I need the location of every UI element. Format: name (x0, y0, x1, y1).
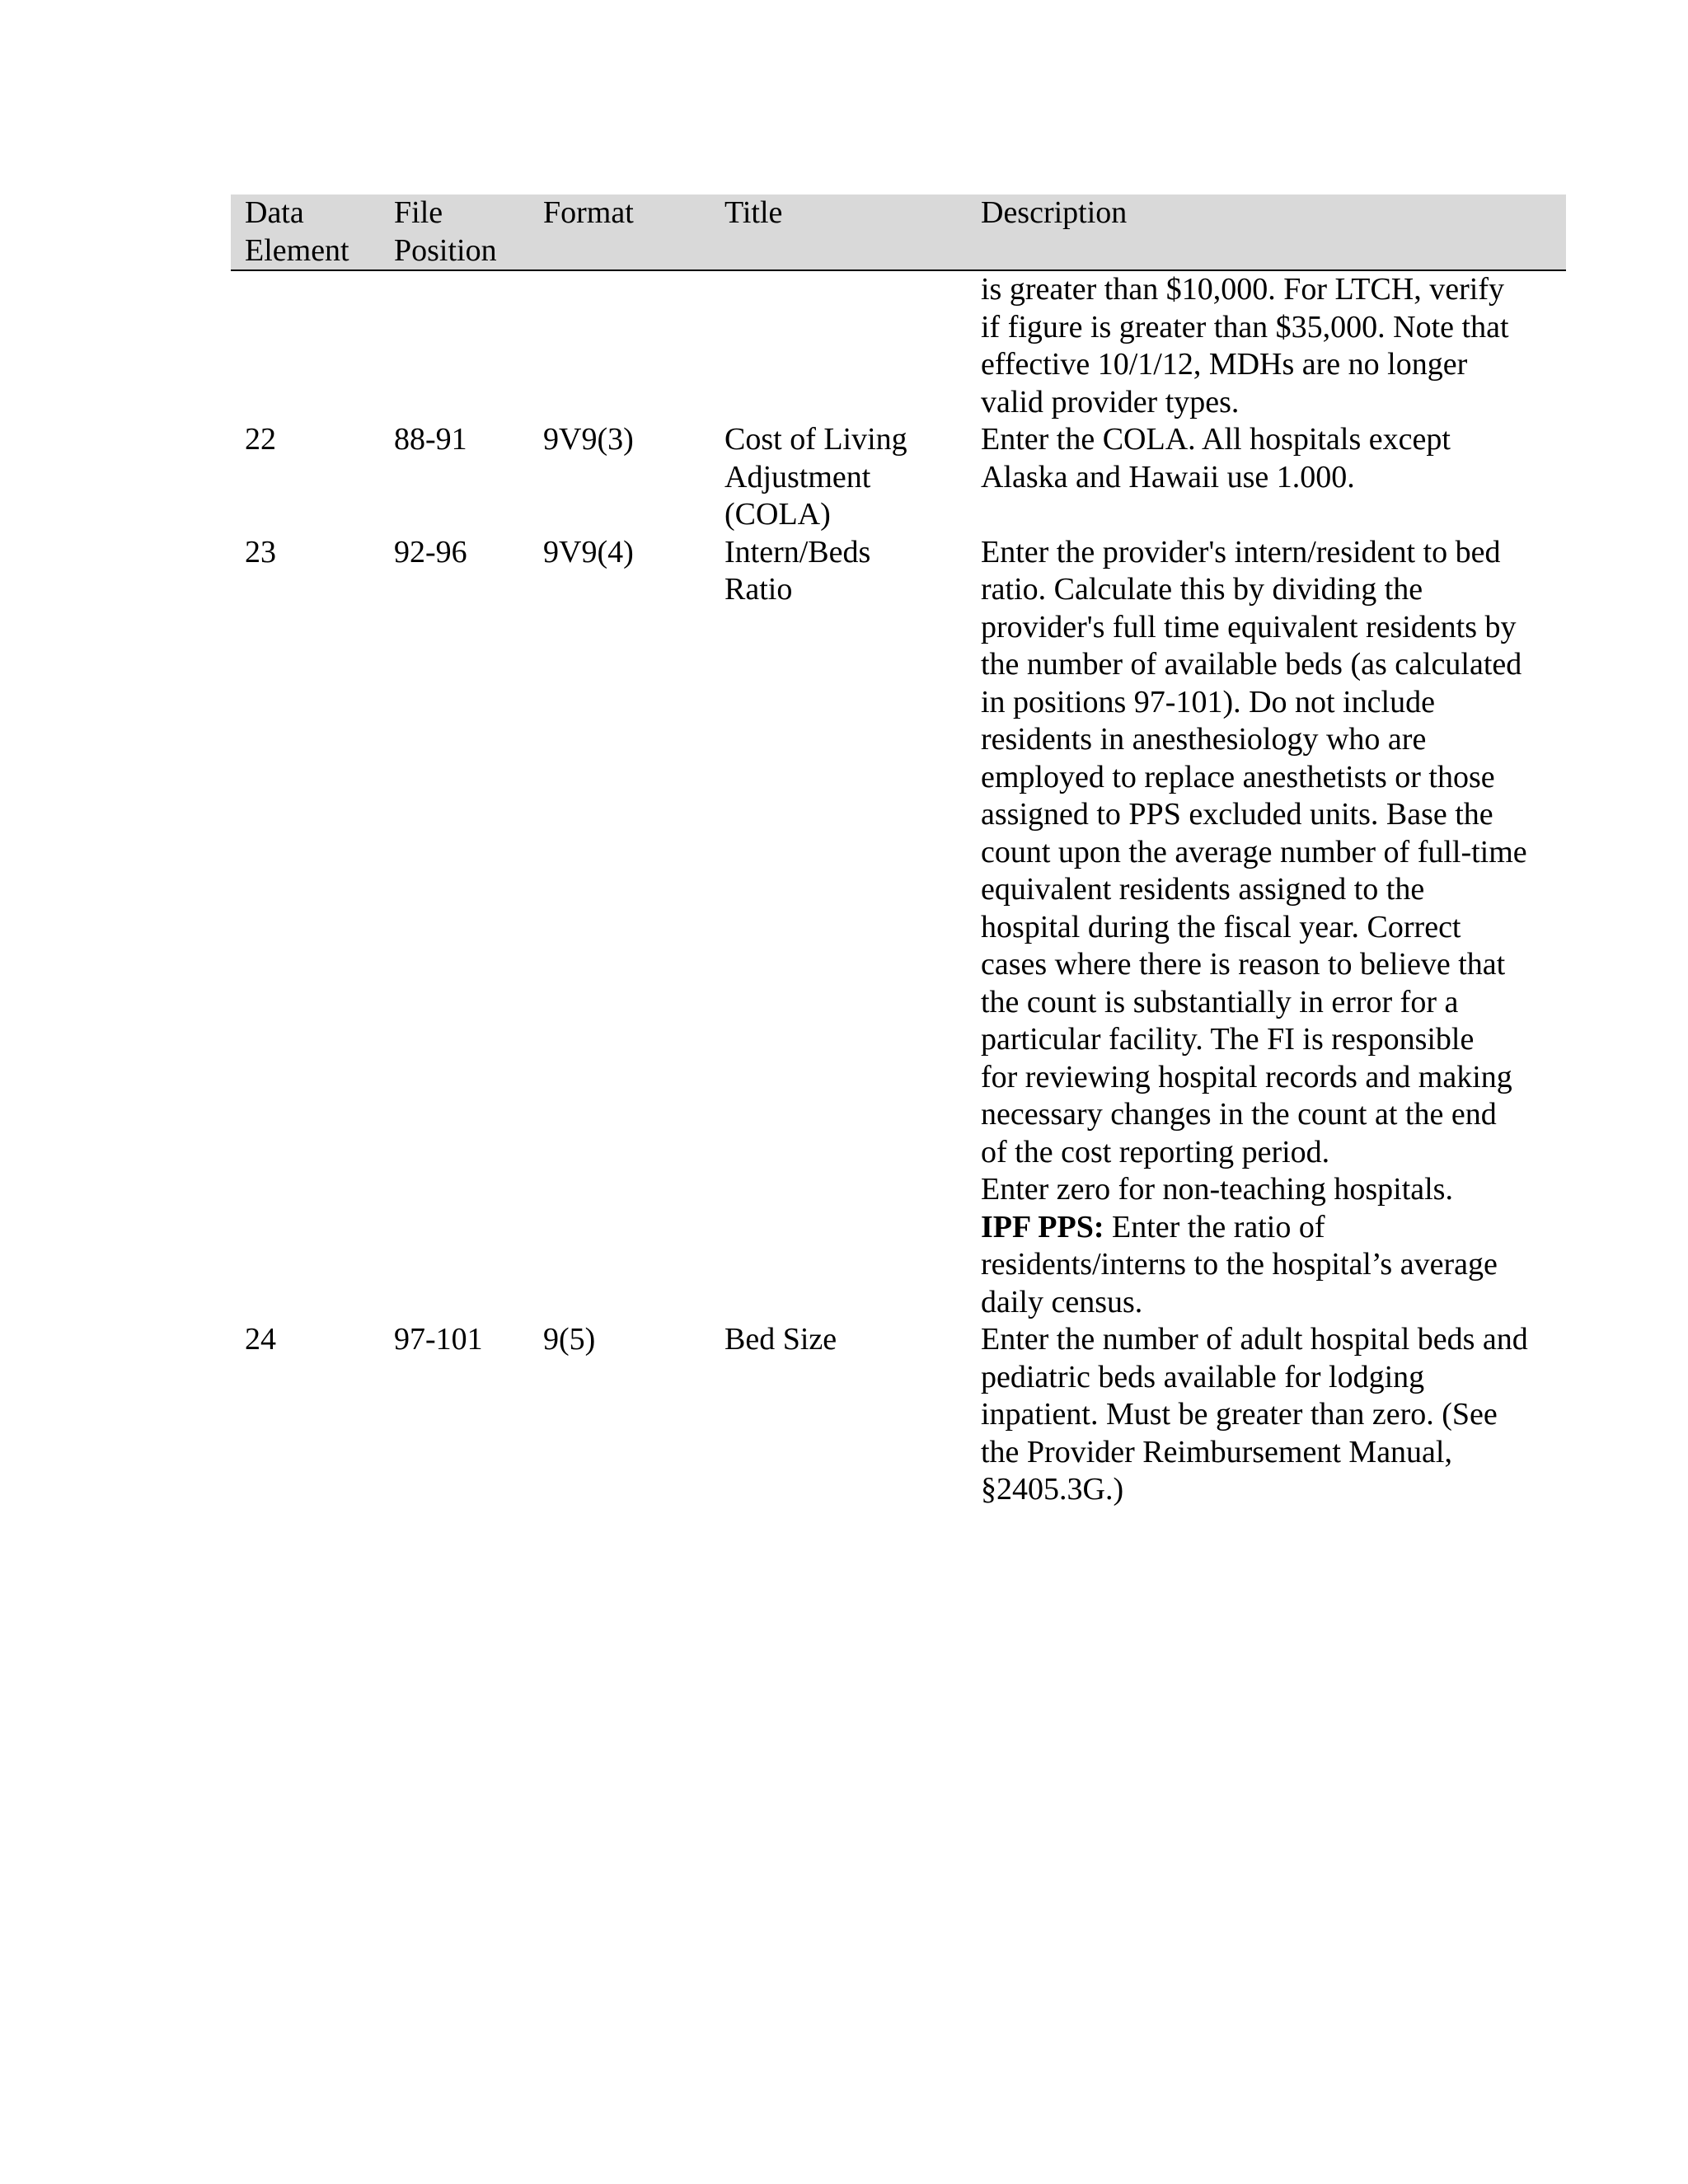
ipf-pps-line (981, 1209, 1566, 1247)
cell-element: 24 (245, 1322, 276, 1357)
description-line: Enter the COLA. All hospitals except (981, 422, 1451, 457)
description-line: pediatric beds available for lodging (981, 1359, 1425, 1394)
description-line: inpatient. Must be greater than zero. (See (981, 1397, 1498, 1432)
description-line: daily census. (981, 1284, 1143, 1319)
description-line: of the cost reporting period. (981, 1134, 1330, 1169)
description-line: residents in anesthesiology who are (981, 722, 1427, 757)
header-text: Data (245, 195, 304, 230)
title-line: Intern/Beds (724, 534, 871, 569)
cell-position: 88-91 (394, 422, 467, 457)
description-line: count upon the average number of full-time (981, 834, 1527, 869)
description-line: Enter the provider's intern/resident to bed (981, 534, 1501, 569)
ipf-pps-text: Enter the ratio of (1104, 1209, 1325, 1244)
description-line: assigned to PPS excluded units. Base the (981, 797, 1493, 832)
description-line: in positions 97-101). Do not include (981, 684, 1435, 719)
header-file-position (380, 194, 529, 270)
header-text: Element (245, 232, 349, 268)
cell-format (529, 270, 710, 421)
description-line: is greater than $10,000. For LTCH, verify (981, 272, 1504, 307)
cell-position (380, 270, 529, 421)
description-line: necessary changes in the count at the end (981, 1097, 1497, 1132)
description-line: employed to replace anesthetists or those (981, 759, 1495, 794)
title-line: Adjustment (724, 459, 871, 494)
description-line: Enter zero for non-teaching hospitals. (981, 1172, 1453, 1207)
description-line: Enter the number of adult hospital beds and (981, 1322, 1528, 1357)
description-line: residents/interns to the hospital’s average (981, 1247, 1498, 1282)
document-page (231, 194, 1566, 1509)
title-line: Cost of Living (724, 422, 907, 457)
cell-position: 97-101 (394, 1322, 483, 1357)
record-layout-table (231, 194, 1566, 1509)
cell-title (710, 270, 967, 421)
header-row (231, 194, 1566, 270)
cell-position: 92-96 (394, 534, 467, 569)
description-line: effective 10/1/12, MDHs are no longer (981, 347, 1468, 382)
table-body (231, 270, 1566, 1509)
header-text: Position (394, 232, 497, 268)
cell-element (231, 270, 380, 421)
description-line: the Provider Reimbursement Manual, (981, 1434, 1452, 1469)
description-line: provider's full time equivalent residents by (981, 609, 1517, 644)
header-data-element (231, 194, 380, 270)
header-text: Description (981, 195, 1128, 230)
cell-format: 9V9(4) (543, 534, 634, 569)
cell-title (710, 421, 967, 534)
description-line: ratio. Calculate this by dividing the (981, 572, 1423, 607)
cell-description (967, 270, 1566, 421)
table-row-24 (231, 1321, 1566, 1509)
title-line: Bed Size (724, 1322, 837, 1357)
description-line: valid provider types. (981, 384, 1240, 419)
cell-format: 9(5) (543, 1322, 596, 1357)
table-row-23 (231, 534, 1566, 1322)
header-format (529, 194, 710, 270)
description-line: the count is substantially in error for a (981, 984, 1459, 1019)
header-text: Title (724, 195, 783, 230)
table-row-22 (231, 421, 1566, 534)
cell-format: 9V9(3) (543, 422, 634, 457)
cell-description (967, 421, 1566, 534)
cell-title (710, 1321, 967, 1509)
ipf-pps-label: IPF PPS: (981, 1209, 1104, 1244)
description-line: if figure is greater than $35,000. Note that (981, 309, 1509, 344)
cell-element: 22 (245, 422, 276, 457)
cell-element: 23 (245, 534, 276, 569)
title-line: (COLA) (724, 497, 831, 532)
continuation-row (231, 270, 1566, 421)
header-title (710, 194, 967, 270)
description-line: particular facility. The FI is responsible (981, 1022, 1475, 1057)
cell-description (967, 534, 1566, 1322)
header-description (967, 194, 1566, 270)
cell-title (710, 534, 967, 1322)
description-line: hospital during the fiscal year. Correct (981, 909, 1461, 944)
description-line: for reviewing hospital records and making (981, 1059, 1512, 1094)
title-line: Ratio (724, 572, 793, 607)
header-text: Format (543, 195, 634, 230)
header-text: File (394, 195, 443, 230)
description-line: equivalent residents assigned to the (981, 872, 1425, 907)
description-line: the number of available beds (as calculated (981, 647, 1522, 682)
description-line: cases where there is reason to believe that (981, 947, 1506, 982)
cell-description (967, 1321, 1566, 1509)
table-header (231, 194, 1566, 270)
description-line: Alaska and Hawaii use 1.000. (981, 459, 1355, 494)
description-line: §2405.3G.) (981, 1472, 1124, 1507)
